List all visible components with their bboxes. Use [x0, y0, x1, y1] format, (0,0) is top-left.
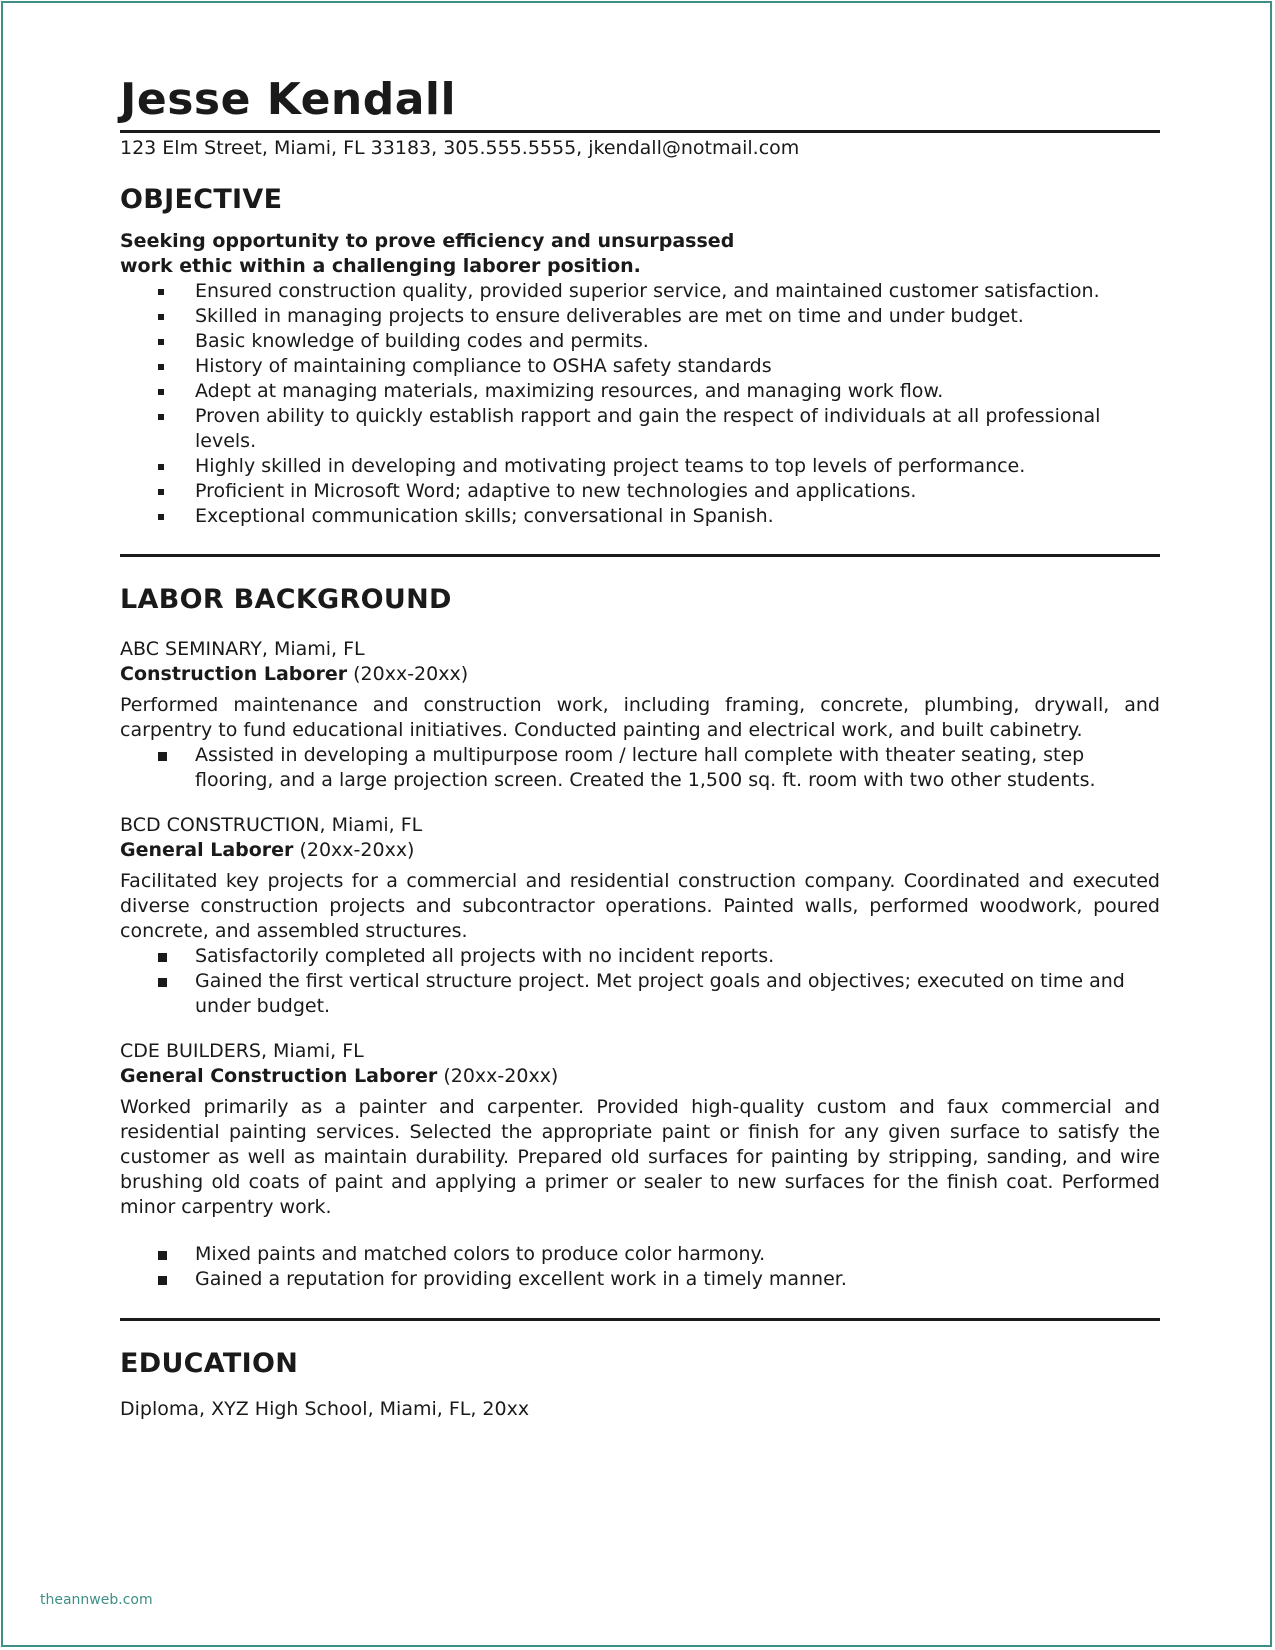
- section-divider: [120, 1318, 1160, 1321]
- role-line: [120, 1064, 1160, 1089]
- list-item: [120, 404, 1160, 454]
- list-item: [120, 454, 1160, 479]
- skill-text: Proven ability to quickly establish rapport and gain the respect of individuals at all professional levels.: [195, 405, 1101, 452]
- skill-text: Skilled in managing projects to ensure deliverables are met on time and under budget.: [195, 305, 1024, 327]
- job-achievements: [120, 1242, 1160, 1292]
- list-item: [120, 379, 1160, 404]
- role-title: Construction Laborer: [120, 663, 348, 685]
- bullet-icon: [158, 1276, 167, 1285]
- role-title: General Laborer: [120, 839, 294, 861]
- employer-name: BCD CONSTRUCTION, Miami, FL: [120, 814, 423, 836]
- bullet-icon: [158, 953, 167, 962]
- skill-text: History of maintaining compliance to OSHA safety standards: [195, 355, 772, 377]
- objective-heading: OBJECTIVE: [120, 184, 283, 215]
- role-line: [120, 662, 1160, 687]
- list-item: [120, 504, 1160, 529]
- skill-text: Exceptional communication skills; conversational in Spanish.: [195, 505, 774, 527]
- skill-text: Adept at managing materials, maximizing resources, and managing work flow.: [195, 380, 944, 402]
- job-achievements: [120, 743, 1160, 793]
- list-item: [120, 479, 1160, 504]
- role-dates: (20xx-20xx): [347, 663, 469, 685]
- bullet-icon: [158, 464, 164, 470]
- skill-text: Ensured construction quality, provided superior service, and maintained customer satisfaction.: [195, 280, 1100, 302]
- list-item: [120, 354, 1160, 379]
- objective-line-2: work ethic within a challenging laborer position.: [120, 255, 641, 277]
- list-item: [120, 944, 1160, 969]
- bullet-icon: [158, 514, 164, 520]
- education-entry: Diploma, XYZ High School, Miami, FL, 20xx: [120, 1398, 530, 1420]
- job-entry: [120, 813, 1160, 1019]
- list-item: [120, 969, 1160, 1019]
- list-item: [120, 279, 1160, 304]
- objective-statement: [120, 229, 740, 279]
- labor-heading: LABOR BACKGROUND: [120, 584, 452, 615]
- achievement-text: Mixed paints and matched colors to produce color harmony.: [195, 1243, 766, 1265]
- role-title: General Construction Laborer: [120, 1065, 438, 1087]
- role-line: [120, 838, 1160, 863]
- section-divider: [120, 554, 1160, 557]
- bullet-icon: [158, 314, 164, 320]
- list-item: [120, 1267, 1160, 1292]
- bullet-icon: [158, 289, 164, 295]
- bullet-icon: [158, 978, 167, 987]
- job-entry: [120, 1039, 1160, 1292]
- watermark-text: theannweb.com: [40, 1592, 153, 1608]
- contact-line: 123 Elm Street, Miami, FL 33183, 305.555.5555, jkendall@notmail.com: [120, 137, 800, 159]
- achievement-text: Gained the first vertical structure project. Met project goals and objectives; executed on time and under budget.: [195, 970, 1125, 1017]
- bullet-icon: [158, 752, 167, 761]
- job-description: Facilitated key projects for a commercial and residential construction company. Coordinated and executed diverse construction projects and subcontractor operations. Painted walls, performed woodwork, poured concrete, and assembled structures.: [120, 870, 1160, 942]
- skill-text: Basic knowledge of building codes and permits.: [195, 330, 649, 352]
- bullet-icon: [158, 389, 164, 395]
- employer-name: CDE BUILDERS, Miami, FL: [120, 1040, 364, 1062]
- skill-text: Proficient in Microsoft Word; adaptive to new technologies and applications.: [195, 480, 917, 502]
- role-dates: (20xx-20xx): [437, 1065, 559, 1087]
- job-description: Performed maintenance and construction work, including framing, concrete, plumbing, drywall, and carpentry to fund educational initiatives. Conducted painting and electrical work, and built cabinetry.: [120, 694, 1160, 741]
- job-entry: [120, 637, 1160, 793]
- bullet-icon: [158, 364, 164, 370]
- objective-line-1: Seeking opportunity to prove efficiency and unsurpassed: [120, 230, 735, 252]
- list-item: [120, 304, 1160, 329]
- bullet-icon: [158, 339, 164, 345]
- bullet-icon: [158, 489, 164, 495]
- list-item: [120, 329, 1160, 354]
- candidate-name: Jesse Kendall: [120, 74, 457, 125]
- job-description: Worked primarily as a painter and carpenter. Provided high-quality custom and faux commercial and residential painting services. Selected the appropriate paint or finish for any given surface to satisfy the customer as well as maintain durability. Prepared old surfaces for painting by stripping, sanding, and wire brushing old coats of paint and applying a primer or sealer to new surfaces for the finish coat. Performed minor carpentry work.: [120, 1096, 1160, 1218]
- skills-list: [120, 279, 1160, 529]
- job-achievements: [120, 944, 1160, 1019]
- list-item: [120, 743, 1160, 793]
- education-heading: EDUCATION: [120, 1348, 299, 1379]
- header-rule: [120, 130, 1160, 133]
- resume-document: [120, 72, 1160, 1422]
- role-dates: (20xx-20xx): [293, 839, 415, 861]
- achievement-text: Satisfactorily completed all projects with no incident reports.: [195, 945, 775, 967]
- employer-name: ABC SEMINARY, Miami, FL: [120, 638, 365, 660]
- achievement-text: Assisted in developing a multipurpose room / lecture hall complete with theater seating, step flooring, and a large projection screen. Created the 1,500 sq. ft. room with two other students.: [195, 744, 1096, 791]
- bullet-icon: [158, 1251, 167, 1260]
- list-item: [120, 1242, 1160, 1267]
- skill-text: Highly skilled in developing and motivating project teams to top levels of performance.: [195, 455, 1026, 477]
- achievement-text: Gained a reputation for providing excellent work in a timely manner.: [195, 1268, 847, 1290]
- bullet-icon: [158, 414, 164, 420]
